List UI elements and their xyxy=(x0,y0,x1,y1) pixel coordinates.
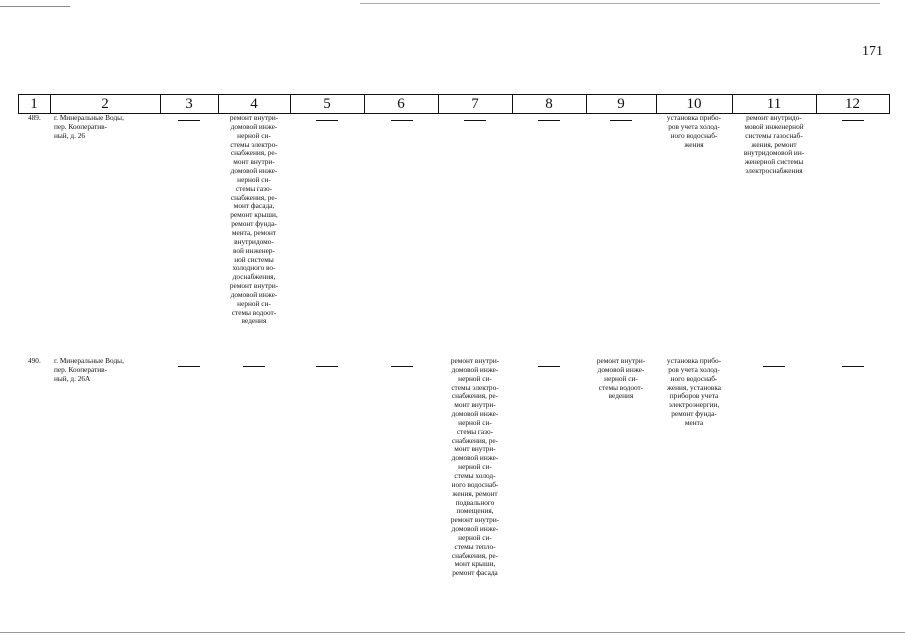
work-cell: ремонт внутри- домовой инже- нерной си- стемы электро- снабжения, ре- монт внутри- домовой инже- нерной си- стемы газо- снабжения, ре- монт фасада, ремонт крыши, ремонт фунда- мента, ремонт внутридомо- вой инженер- ной системы холодного во- доснабжения, ремонт внутри- домовой инже- нерной си- стемы водоот- ведения xyxy=(229,113,279,326)
work-cell: установка прибо- ров учета холод- ного водоснаб- жения xyxy=(666,113,722,149)
empty-dash xyxy=(316,366,338,367)
empty-dash xyxy=(464,120,486,121)
column-number: 10 xyxy=(686,96,702,112)
empty-dash xyxy=(316,120,338,121)
scan-artifact-top xyxy=(0,6,70,7)
scan-artifact-bottom xyxy=(0,632,905,633)
work-cell: установка прибо- ров учета холод- ного водоснаб- жения, установка приборов учета электроэнергии, ремонт фунда- мента xyxy=(666,356,722,427)
work-cell: ремонт внутри- домовой инже- нерной си- стемы водоот- ведения xyxy=(596,356,646,401)
column-number: 1 xyxy=(30,96,38,112)
empty-dash xyxy=(842,120,864,121)
column-number: 5 xyxy=(323,96,331,112)
empty-dash xyxy=(538,366,560,367)
row-number: 490. xyxy=(28,356,41,365)
work-cell: ремонт внутридо- мовой инженерной системы газоснаб- жения, ремонт внутридомовой ин- женерной системы электроснабжения xyxy=(743,113,805,176)
empty-dash xyxy=(178,366,200,367)
column-number: 9 xyxy=(617,96,625,112)
empty-dash xyxy=(243,366,265,367)
column-number: 11 xyxy=(766,96,782,112)
empty-dash xyxy=(842,366,864,367)
column-number: 2 xyxy=(101,96,109,112)
table-top-rule xyxy=(18,94,890,95)
column-separator xyxy=(889,94,890,114)
column-number: 7 xyxy=(471,96,479,112)
scan-artifact-top xyxy=(360,3,880,4)
column-number: 12 xyxy=(845,96,860,112)
empty-dash xyxy=(391,120,413,121)
address-cell: г. Минеральные Воды, пер. Кооператив- ный, д. 26 xyxy=(54,113,124,140)
empty-dash xyxy=(610,120,632,121)
column-number: 3 xyxy=(185,96,193,112)
column-number: 8 xyxy=(545,96,553,112)
work-cell: ремонт внутри- домовой инже- нерной си- стемы электро- снабжения, ре- монт внутри- домовой инже- нерной си- стемы газо- снабжения, ре- монт внутри- домовой инже- нерной си- стемы холод- ного водоснаб- жения, ремонт подвального помещения, ремонт внутри- домовой инже- нерной си- стемы тепло- снабжения, ре- монт крыши, ремонт фасада xyxy=(450,356,500,578)
row-number: 489. xyxy=(28,113,41,122)
address-cell: г. Минеральные Воды, пер. Кооператив- ный, д. 26А xyxy=(54,356,124,383)
empty-dash xyxy=(763,366,785,367)
empty-dash xyxy=(178,120,200,121)
empty-dash xyxy=(391,366,413,367)
column-number: 6 xyxy=(397,96,405,112)
empty-dash xyxy=(538,120,560,121)
page-number: 171 xyxy=(862,44,883,59)
column-number: 4 xyxy=(250,96,258,112)
